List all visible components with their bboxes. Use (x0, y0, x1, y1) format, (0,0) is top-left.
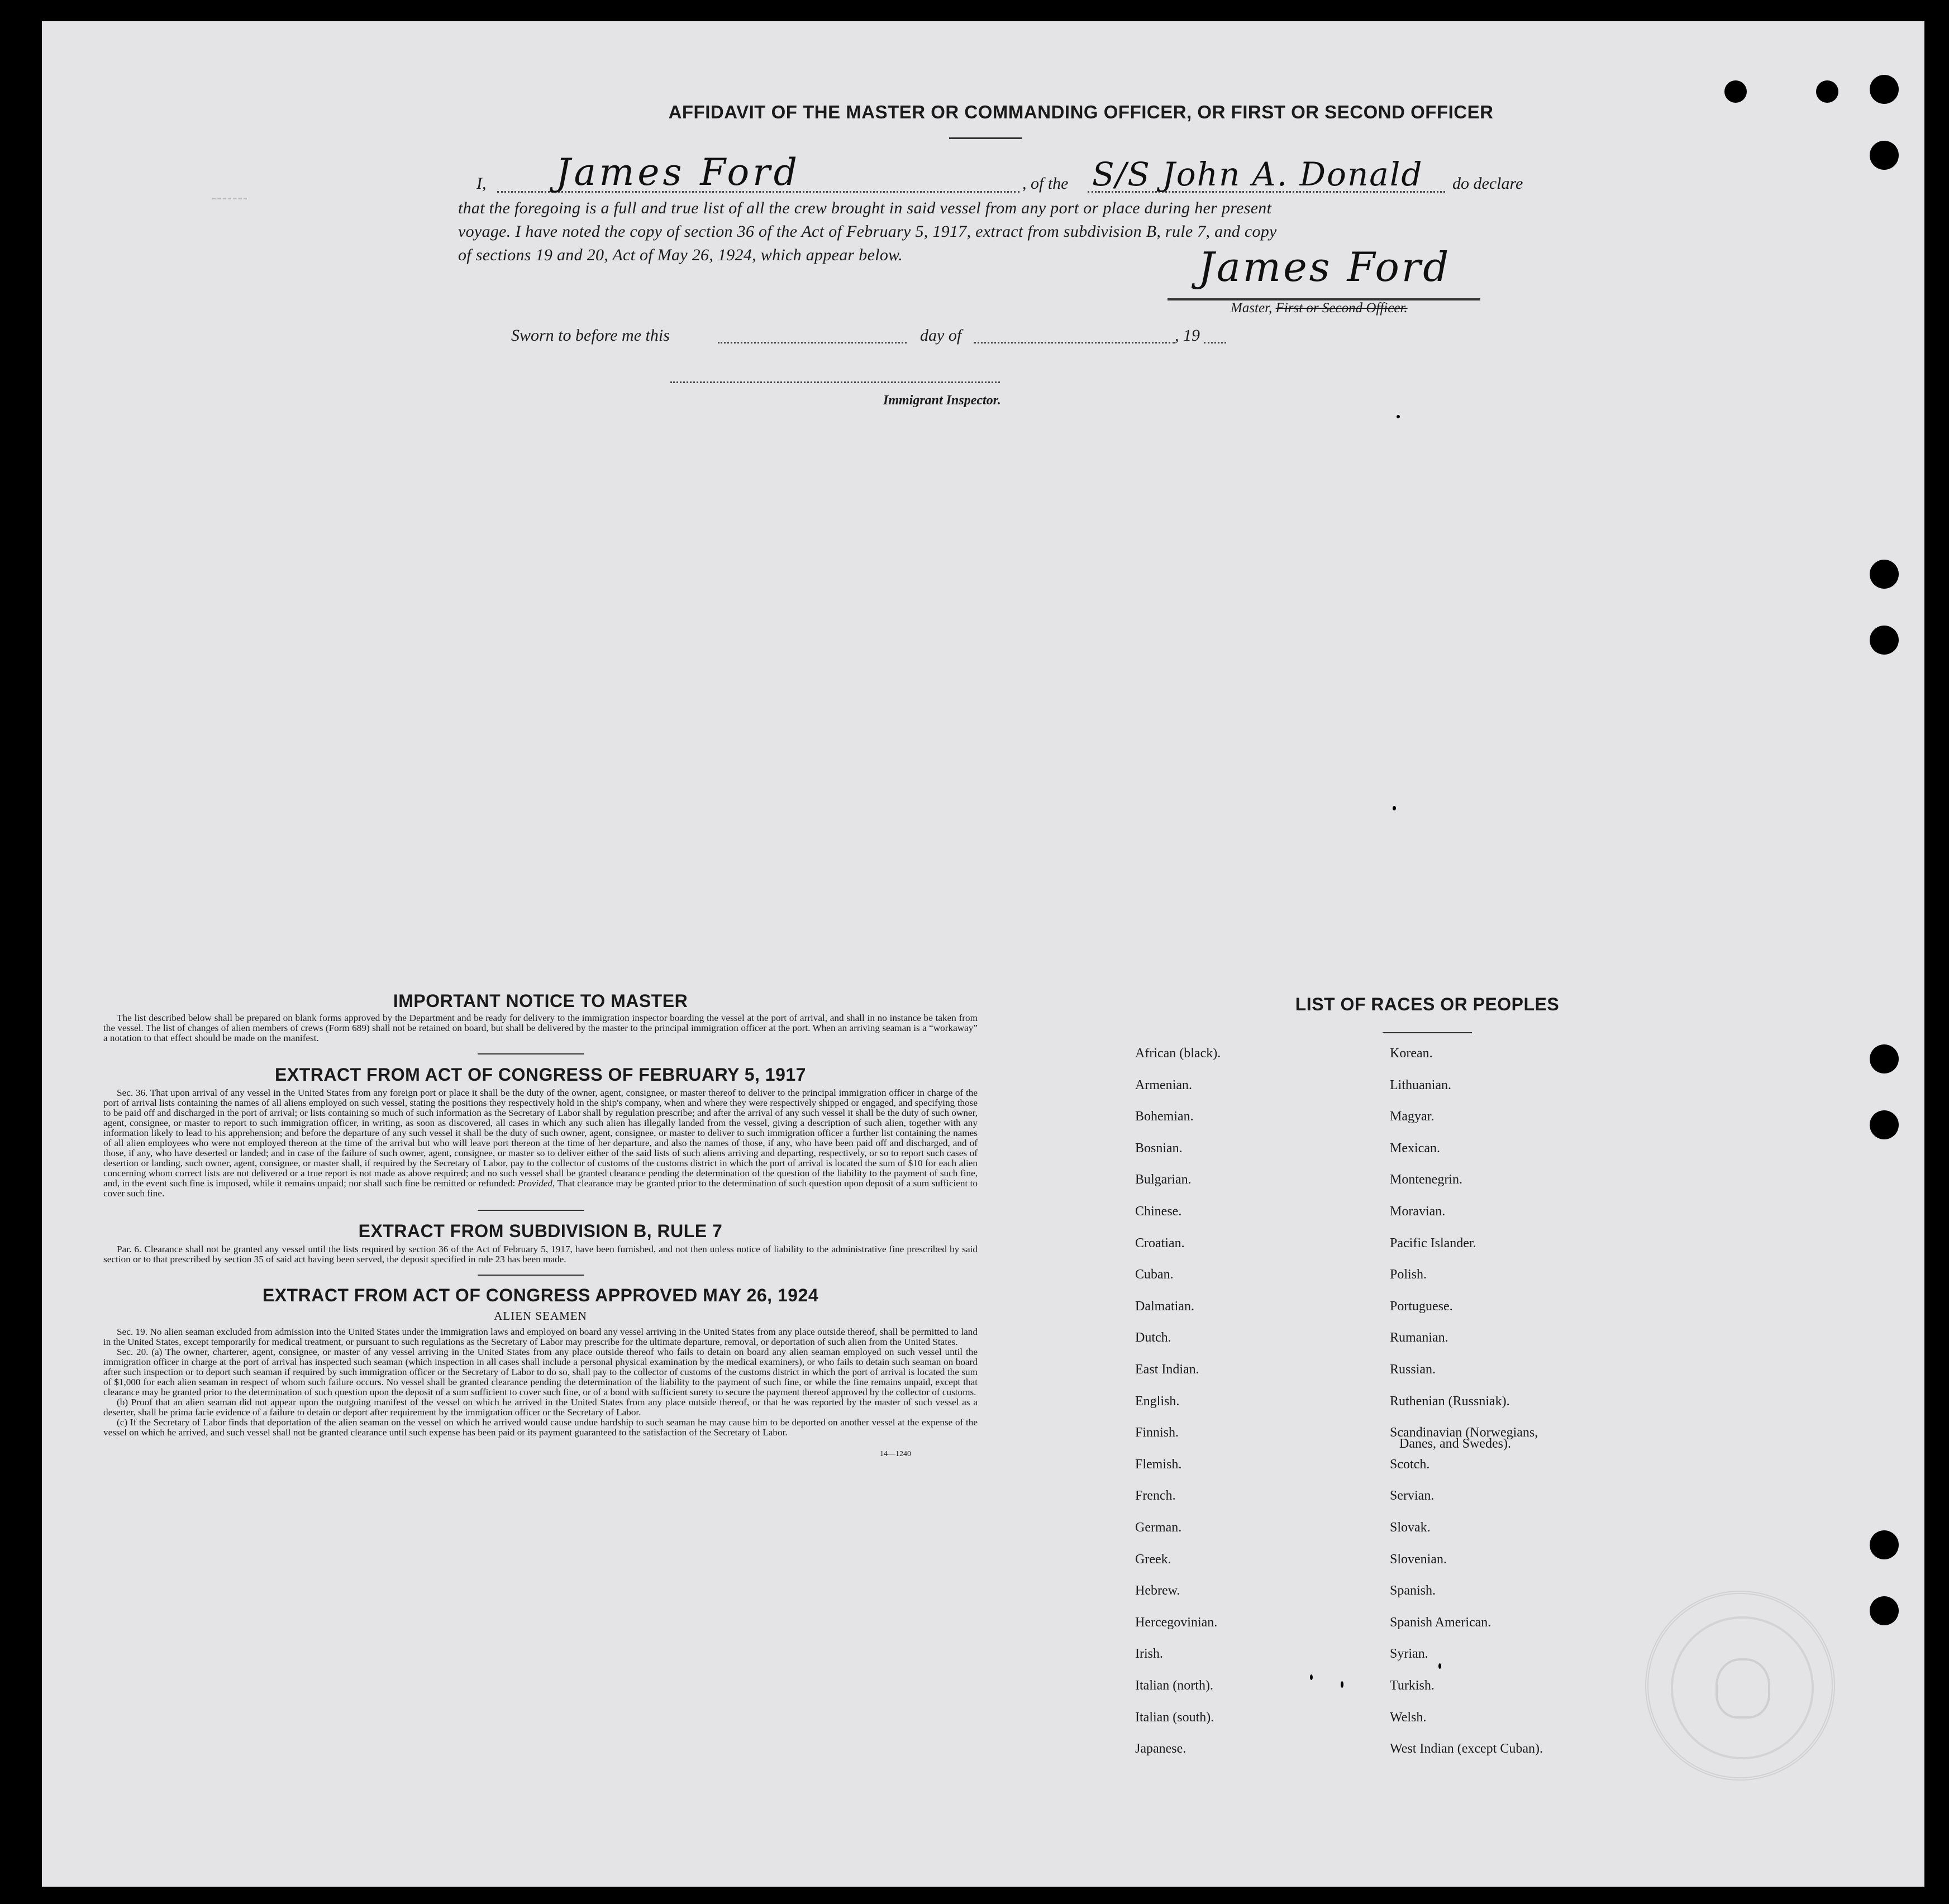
signature-title-struck: First or Second Officer. (1275, 300, 1408, 316)
scan-speck (1438, 1663, 1441, 1669)
race-item-right: Turkish. (1390, 1678, 1435, 1693)
race-item-right: Moravian. (1390, 1204, 1446, 1219)
punch-hole (1870, 1596, 1899, 1625)
inspector-signature-blank (670, 381, 1000, 383)
race-item-right: Polish. (1390, 1267, 1427, 1282)
extract-1924-title: EXTRACT FROM ACT OF CONGRESS APPROVED MAY 26, 1924 (262, 1285, 819, 1305)
races-title: LIST OF RACES OR PEOPLES (1295, 994, 1560, 1014)
race-item-left: Chinese. (1135, 1204, 1182, 1219)
scan-speck (1310, 1674, 1313, 1680)
race-item-right: Montenegrin. (1390, 1172, 1462, 1187)
punch-hole (1870, 75, 1899, 104)
race-item-right: Portuguese. (1390, 1299, 1453, 1314)
race-item-left: Cuban. (1135, 1267, 1174, 1282)
affidavit-title: AFFIDAVIT OF THE MASTER OR COMMANDING OFFICER, OR FIRST OR SECOND OFFICER (668, 102, 1494, 122)
race-item-right: Scotch. (1390, 1457, 1430, 1472)
affidavit-line-3: voyage. I have noted the copy of section 36 of the Act of February 5, 1917, extract from subdivision B, rule 7, and copy (458, 222, 1277, 241)
race-item-right: Welsh. (1390, 1710, 1427, 1725)
race-item-right: West Indian (except Cuban). (1390, 1741, 1543, 1757)
extract-1917-body-end: That clearance may be granted prior to the determination of such question upon deposit of a sum sufficient to cover such fine. (103, 1178, 978, 1199)
race-item-left: Hebrew. (1135, 1583, 1180, 1598)
binder-dot (1816, 80, 1838, 103)
notice-title: IMPORTANT NOTICE TO MASTER (393, 991, 688, 1011)
signature-handwritten: James Ford (1198, 244, 1451, 290)
section-divider (478, 1053, 584, 1054)
race-item-right: Rumanian. (1390, 1330, 1448, 1345)
race-item-left: Japanese. (1135, 1741, 1186, 1757)
race-item-left: African (black). (1135, 1046, 1221, 1061)
extract-1924-sec20b: (b) Proof that an alien seaman did not appear upon the outgoing manifest of the vessel on which he arrived in the United States from any place outside thereof, or that he was reported by the master of such vessel as a deserter, shall be prima facie evidence of a failure to detain or deport after requirement by the immigration officer or the Secretary of Labor. (103, 1397, 978, 1418)
race-item-left: Italian (south). (1135, 1710, 1214, 1725)
scan-speck (1397, 415, 1400, 418)
punch-hole (1870, 1110, 1899, 1139)
race-item-left: Dalmatian. (1135, 1299, 1194, 1314)
race-item-left: Italian (north). (1135, 1678, 1213, 1693)
race-item-left: Greek. (1135, 1552, 1171, 1567)
year-label: , 19 (1175, 326, 1200, 345)
form-number: 14—1240 (880, 1450, 911, 1458)
scan-speck (1393, 806, 1396, 810)
race-item-left: Irish. (1135, 1647, 1163, 1662)
signature-title-master: Master, (1231, 300, 1273, 316)
race-item-left: Hercegovinian. (1135, 1615, 1218, 1630)
extract-1917-body-provided: Provided, (517, 1178, 555, 1189)
punch-hole (1870, 560, 1899, 589)
race-item-right: Magyar. (1390, 1109, 1435, 1124)
embossed-seal (1645, 1591, 1835, 1781)
race-item-left: Bohemian. (1135, 1109, 1194, 1124)
binder-dot (1724, 80, 1747, 103)
punch-hole (1870, 1530, 1899, 1559)
race-item-left: Bulgarian. (1135, 1172, 1192, 1187)
notice-column (103, 991, 978, 1459)
race-item-right: Mexican. (1390, 1141, 1440, 1156)
extract-rule7-title: EXTRACT FROM SUBDIVISION B, RULE 7 (358, 1221, 723, 1241)
affidavit-line-2: that the foregoing is a full and true list of all the crew brought in said vessel from any port or place during her present (458, 199, 1272, 217)
extract-1917-body (103, 1088, 978, 1199)
scan-speck (1341, 1681, 1343, 1688)
extract-1924-sec20a: Sec. 20. (a) The owner, charterer, agent, consignee, or master of any vessel arriving in the United States from any place outside thereof who fails to detain on board any alien seaman employed on such vessel until the immigration officer in charge at the port of arrival has inspected such seaman (which inspection in all cases shall include a personal physical examination by the medical examiners), or who fails to detain such seaman on board after such inspection or to deport such seaman if required by such immigration officer or the Secretary of Labor to do so, shall pay to the collector of customs of the customs district in which the port of arrival is located the sum of $1,000 for each alien seaman in respect of whom such failure occurs. No vessel shall be granted clearance pending the determination of the liability to the payment of such fine, or while the fine remains unpaid, except that clearance may be granted prior to the determination of such question upon the deposit of a sum sufficient to cover such fine, or of a bond with sufficient surety to secure the payment thereof approved by the collector of customs. (103, 1347, 978, 1397)
punch-hole (1870, 1044, 1899, 1073)
section-divider (478, 1275, 584, 1276)
race-item-left: Croatian. (1135, 1235, 1185, 1251)
race-item-right: Scandinavian (Norwegians, (1390, 1425, 1538, 1440)
punch-hole (1870, 626, 1899, 655)
extract-rule7-body: Par. 6. Clearance shall not be granted any vessel until the lists required by section 36 of the Act of February 5, 1917, have been furnished, and not then unless notice of liability to the administrative fine prescribed by said section or to that prescribed by section 35 of said act having been served, the deposit specified in rule 23 has been made. (103, 1244, 978, 1264)
race-item-left: Dutch. (1135, 1330, 1171, 1345)
section-divider (478, 1210, 584, 1211)
extract-1917-title: EXTRACT FROM ACT OF CONGRESS OF FEBRUARY 5, 1917 (275, 1065, 806, 1085)
of-the-label: , of the (1022, 174, 1069, 193)
faint-margin-number (212, 198, 247, 209)
extract-1924-subtitle: ALIEN SEAMEN (494, 1309, 587, 1323)
race-item-right: Slovak. (1390, 1520, 1431, 1535)
race-item-left: English. (1135, 1394, 1180, 1409)
affidavit-line-4: of sections 19 and 20, Act of May 26, 1924, which appear below. (458, 246, 903, 264)
race-item-scandinavian-continued: Danes, and Swedes). (1399, 1437, 1511, 1451)
race-item-left: French. (1135, 1488, 1176, 1504)
notice-body: The list described below shall be prepared on blank forms approved by the Department and be ready for delivery to the immigration inspector boarding the vessel at the port of arrival, and shall in no instance be taken from the vessel. The list of changes of alien members of crews (Form 689) shall not be retained on board, but shall be delivered by the master to the principal immigration officer at the port. When an arriving seaman is a “workaway” a notation to that effect should be made on the manifest. (103, 1013, 978, 1043)
races-divider (1383, 1032, 1472, 1033)
race-item-right: Ruthenian (Russniak). (1390, 1394, 1510, 1409)
sworn-label: Sworn to before me this (511, 326, 670, 345)
punch-hole (1870, 141, 1899, 170)
vessel-name-handwritten: S/S John A. Donald (1092, 155, 1423, 193)
race-item-right: Korean. (1390, 1046, 1433, 1061)
title-divider (949, 137, 1022, 139)
race-item-right: Syrian. (1390, 1647, 1428, 1662)
race-item-right: Spanish American. (1390, 1615, 1491, 1630)
inspector-label: Immigrant Inspector. (883, 393, 1001, 408)
seal-eagle-icon (1715, 1658, 1770, 1719)
race-item-right: Russian. (1390, 1362, 1436, 1377)
race-item-right: Spanish. (1390, 1583, 1436, 1598)
signature-title (1231, 300, 1408, 316)
sworn-month-blank (974, 342, 1175, 343)
race-item-right: Lithuanian. (1390, 1077, 1451, 1092)
master-name-handwritten: James Ford (556, 151, 801, 194)
extract-1924-sec20c: (c) If the Secretary of Labor finds that deportation of the alien seaman on the vessel on which he arrived would cause undue hardship to such seaman he may cause him to be deported on another vessel at the expense of the vessel on which he arrived, and such vessel shall not be granted clearance until such expense has been paid or its payment guaranteed to the satisfaction of the Secretary of Labor. (103, 1417, 978, 1438)
race-item-right: Servian. (1390, 1488, 1435, 1504)
race-item-right: Pacific Islander. (1390, 1235, 1476, 1251)
affidavit-i-label: I, (476, 174, 487, 193)
race-item-left: East Indian. (1135, 1362, 1199, 1377)
extract-1924-sec19: Sec. 19. No alien seaman excluded from admission into the United States under the immigration laws and employed on board any vessel arriving in the United States from any place outside thereof, shall be permitted to land in the United States, except temporarily for medical treatment, or pursuant to such regulations as the Secretary of Labor may prescribe for the ultimate departure, removal, or deportation of such alien from the United States. (103, 1326, 978, 1347)
extract-1917-body-start: Sec. 36. That upon arrival of any vessel in the United States from any foreign port or place it shall be the duty of the owner, agent, consignee, or master thereof to deliver to the principal immigration officer in charge of the port of arrival lists containing the names of all aliens employed on such vessel, stating the positions they respectively hold in the ship's company, when and where they were respectively shipped or engaged, and specifying those to be paid off and discharged in the port of arrival; or lists containing so much of such information as the Secretary of Labor shall by regulation prescribe; and after the arrival of any such vessel it shall be the duty of such owner, agent, consignee, or master to report to such immigration officer, in writing, as soon as discovered, all cases in which any such alien has illegally landed from the vessel, giving a description of such alien, together with any information likely to lead to his apprehension; and before the departure of any such vessel it shall be the duty of such owner, agent, consignee, or master to deliver to such immigration officer a further list containing the names of all alien employees who were not employed thereon at the time of the arrival but who will leave port thereon at the time of her departure, and also the names of those, if any, who have been paid off and discharged, and of those, if any, who have deserted or landed; and in case of the failure of such owner, agent, consignee, or master so to deliver either of the said lists of such aliens arriving and departing, respectively, or so to report such cases of desertion or landing, such owner, agent, consignee, or master shall, if required by the Secretary of Labor, pay to the collector of customs of the customs district in which the port of arrival is located the sum of $10 for each alien concerning whom correct lists are not delivered or a true report is not made as above required; and no such vessel shall be granted clearance pending the determination of the question of the liability to the payment of such fine, and, in the event such fine is imposed, while it remains unpaid; nor shall such fine be remitted or refunded: (103, 1087, 978, 1189)
race-item-left: Armenian. (1135, 1077, 1192, 1092)
race-item-left: Finnish. (1135, 1425, 1179, 1440)
sworn-day-blank (718, 342, 907, 343)
document-page (42, 21, 1924, 1887)
race-item-left: Bosnian. (1135, 1141, 1183, 1156)
race-item-left: German. (1135, 1520, 1182, 1535)
race-item-right: Slovenian. (1390, 1552, 1447, 1567)
do-declare-label: do declare (1452, 174, 1523, 193)
race-item-left: Flemish. (1135, 1457, 1182, 1472)
sworn-year-blank (1204, 342, 1226, 343)
day-of-label: day of (920, 326, 962, 345)
